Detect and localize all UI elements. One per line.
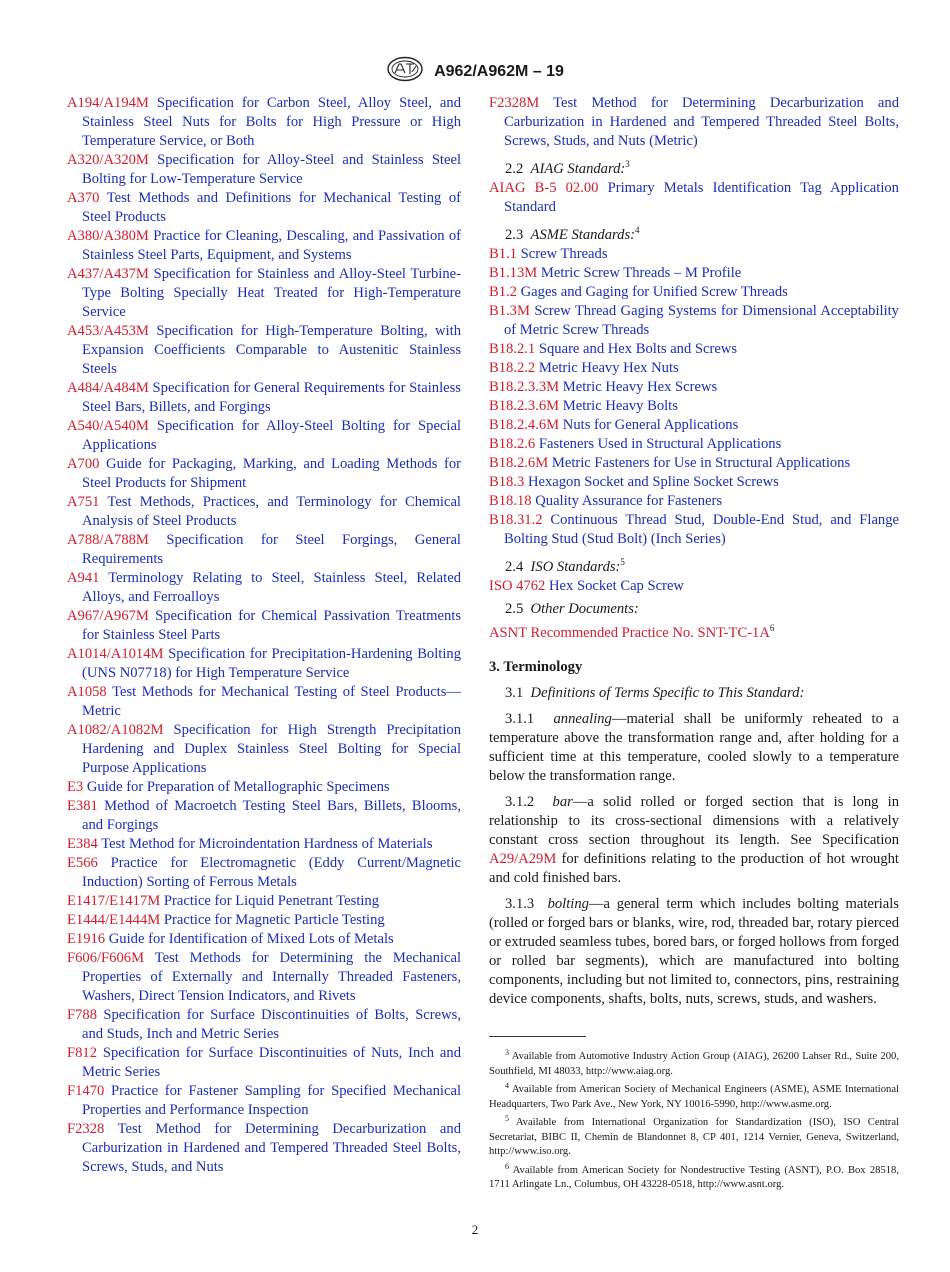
reference-title[interactable]: Hexagon Socket and Spline Socket Screws xyxy=(527,474,779,490)
reference-title[interactable]: Test Method for Determining Decarburization and Carburization in Hardened and Tempered Threaded Steel Bolts, Screws, Studs, and Nuts xyxy=(82,1121,462,1175)
reference-title[interactable]: Practice for Liquid Penetrant Testing xyxy=(163,893,380,909)
reference-code[interactable]: F1470 xyxy=(67,1083,105,1099)
reference-entry[interactable] xyxy=(67,1044,461,1082)
reference-code[interactable]: F606/F606M xyxy=(67,950,145,966)
reference-entry[interactable] xyxy=(67,1006,461,1044)
reference-entry[interactable] xyxy=(67,835,461,854)
reference-code[interactable]: A700 xyxy=(67,456,100,472)
document-designation: A962/A962M – 19 xyxy=(434,62,564,80)
reference-entry[interactable] xyxy=(489,378,899,397)
reference-title[interactable]: Square and Hex Bolts and Screws xyxy=(538,341,738,357)
reference-entry[interactable] xyxy=(489,302,899,340)
footnote-text: Available from International Organization for Standardization (ISO), ISO Central Secretariat, BIBC II, Chemin de Blandonnet 8, CP 401, 1214 Vernier, Geneva, Switzerland, http://www.iso.org. xyxy=(489,1117,899,1157)
asnt-reference[interactable]: ASNT Recommended Practice No. SNT-$TC-1A^6$ xyxy=(489,623,775,641)
reference-entry[interactable] xyxy=(67,1120,461,1177)
terminology-heading: 3. Terminology xyxy=(489,659,583,675)
reference-code[interactable]: A941 xyxy=(67,570,100,586)
iso-references xyxy=(489,577,899,596)
reference-code[interactable]: B18.2.2 xyxy=(489,360,536,376)
reference-entry[interactable] xyxy=(67,645,461,683)
reference-code[interactable]: A380/A380M xyxy=(67,228,149,244)
reference-code[interactable]: E566 xyxy=(67,855,98,871)
footnote xyxy=(489,1160,899,1193)
reference-entry[interactable] xyxy=(67,721,461,778)
reference-title[interactable]: Practice for Electromagnetic (Eddy Current/Magnetic Induction) Sorting of Ferrous Metals xyxy=(82,855,461,890)
asme-references xyxy=(489,245,899,549)
footnote-number: 3 xyxy=(505,1048,509,1057)
reference-code[interactable]: B18.3 xyxy=(489,474,525,490)
reference-code[interactable]: A751 xyxy=(67,494,100,510)
reference-title[interactable]: Metric Heavy Hex Nuts xyxy=(538,360,679,376)
reference-code[interactable]: B1.2 xyxy=(489,284,517,300)
reference-code[interactable]: B18.2.4.6M xyxy=(489,417,560,433)
reference-entry[interactable] xyxy=(67,493,461,531)
reference-code[interactable]: AIAG B-5 02.00 xyxy=(489,180,599,196)
reference-title[interactable]: Specification for Steel Forgings, General Requirements xyxy=(82,532,461,567)
reference-title[interactable]: Specification for Alloy-Steel and Stainless Steel Bolting for Low-Temperature Service xyxy=(82,152,461,187)
reference-entry[interactable] xyxy=(67,265,461,322)
footnote-text: Available from American Society of Mechanical Engineers (ASME), ASME International Headquarters, Two Park Ave., New York, NY 10016-5990, http://www.asme.org. xyxy=(489,1084,899,1110)
reference-code[interactable]: E1916 xyxy=(67,931,106,947)
reference-title[interactable]: Test Method for Microindentation Hardness of Materials xyxy=(101,836,433,852)
reference-title[interactable]: Metric Heavy Hex Screws xyxy=(562,379,718,395)
reference-title[interactable]: Guide for Packaging, Marking, and Loading Methods for Steel Products for Shipment xyxy=(82,456,461,491)
asme-heading: 2.3 ASME Standards:$^4$ xyxy=(505,225,640,243)
reference-entry[interactable] xyxy=(489,435,899,454)
reference-title[interactable]: Guide for Preparation of Metallographic Specimens xyxy=(86,779,390,795)
reference-title[interactable]: Specification for General Requirements for Stainless Steel Bars, Billets, and Forgings xyxy=(82,380,461,415)
footnote-divider xyxy=(489,1036,586,1037)
definition-bar: 3.1.2 bar—a solid rolled or forged section that is long in relationship to its cross-sectional dimensions with a relatively constant cross section throughout its length. See Specification A29/A29M for definitions relating to the production of hot wrought and cold finished bars. xyxy=(489,794,899,886)
reference-code[interactable]: F788 xyxy=(67,1007,98,1023)
reference-title[interactable]: Test Methods, Practices, and Terminology for Chemical Analysis of Steel Products xyxy=(82,494,461,529)
reference-entry[interactable] xyxy=(67,531,461,569)
reference-title[interactable]: Test Methods and Definitions for Mechanical Testing of Steel Products xyxy=(82,190,461,225)
reference-title[interactable]: Guide for Identification of Mixed Lots of Metals xyxy=(108,931,394,947)
reference-code[interactable]: E1417/E1417M xyxy=(67,893,161,909)
reference-entry[interactable] xyxy=(67,94,461,151)
reference-entry[interactable] xyxy=(67,569,461,607)
reference-entry[interactable] xyxy=(67,892,461,911)
reference-code[interactable]: B18.2.1 xyxy=(489,341,536,357)
reference-title[interactable]: Screw Threads xyxy=(520,246,608,262)
other-documents-heading: 2.5 Other Documents: xyxy=(505,601,639,617)
reference-code[interactable]: A370 xyxy=(67,190,100,206)
reference-code[interactable]: A453/A453M xyxy=(67,323,149,339)
reference-code[interactable]: B1.3M xyxy=(489,303,530,319)
reference-entry[interactable] xyxy=(489,577,899,596)
reference-code[interactable]: A967/A967M xyxy=(67,608,149,624)
reference-title[interactable]: Fasteners Used in Structural Applications xyxy=(538,436,782,452)
reference-entry[interactable] xyxy=(489,416,899,435)
reference-code[interactable]: ISO 4762 xyxy=(489,578,546,594)
astm-logo-icon xyxy=(386,56,424,87)
reference-entry[interactable] xyxy=(67,930,461,949)
reference-title[interactable]: Test Methods for Determining the Mechanical Properties of Externally and Internally Threaded Fasteners, Washers, Direct Tension Indicators, and Rivets xyxy=(82,950,461,1004)
reference-code[interactable]: A484/A484M xyxy=(67,380,149,396)
definition-3-1: 3.1 Definitions of Terms Specific to This Standard: xyxy=(505,685,805,701)
reference-entry[interactable] xyxy=(489,264,899,283)
reference-title[interactable]: Hex Socket Cap Screw xyxy=(549,578,684,594)
reference-entry[interactable] xyxy=(489,94,899,151)
reference-code[interactable]: B18.2.3.6M xyxy=(489,398,560,414)
reference-title[interactable]: Primary Metals Identification Tag Application Standard xyxy=(504,180,899,215)
reference-code[interactable]: A320/A320M xyxy=(67,152,149,168)
reference-title[interactable]: Specification for Alloy-Steel Bolting for Special Applications xyxy=(82,418,461,453)
footnote xyxy=(489,1046,899,1079)
right-column xyxy=(489,94,899,1016)
reference-entry[interactable] xyxy=(489,359,899,378)
reference-title[interactable]: Nuts for General Applications xyxy=(562,417,739,433)
reference-title[interactable]: Metric Screw Threads – M Profile xyxy=(540,265,742,281)
reference-title[interactable]: Method of Macroetch Testing Steel Bars, Billets, Blooms, and Forgings xyxy=(82,798,461,833)
reference-title[interactable]: Specification for Stainless and Alloy-Steel Turbine-Type Bolting Specially Heat Treated for High-Temperature Service xyxy=(82,266,461,320)
reference-entry[interactable] xyxy=(489,340,899,359)
reference-title[interactable]: Gages and Gaging for Unified Screw Threads xyxy=(520,284,788,300)
reference-code[interactable]: A540/A540M xyxy=(67,418,149,434)
footnote xyxy=(489,1112,899,1160)
reference-title[interactable]: Metric Fasteners for Use in Structural Applications xyxy=(551,455,851,471)
footnote-text: Available from Automotive Industry Action Group (AIAG), 26200 Lahser Rd., Suite 200, Southfield, MI 48033, http://www.aiag.org. xyxy=(489,1051,899,1077)
footnote-number: 6 xyxy=(505,1161,509,1171)
reference-code[interactable]: A1082/A1082M xyxy=(67,722,164,738)
reference-code[interactable]: B18.2.3.3M xyxy=(489,379,560,395)
reference-code[interactable]: B18.2.6 xyxy=(489,436,536,452)
reference-code[interactable]: A437/A437M xyxy=(67,266,149,282)
definition-annealing: 3.1.1 annealing—material shall be uniformly reheated to a temperature above the transformation range and, after holding for a sufficient time at this temperature, cooled slowly to a temperature below the transformation range. xyxy=(489,711,900,784)
reference-code[interactable]: B1.1 xyxy=(489,246,517,262)
reference-code[interactable]: E384 xyxy=(67,836,98,852)
spec-link-a29[interactable]: A29/A29M xyxy=(489,851,557,867)
reference-code[interactable]: B18.18 xyxy=(489,493,532,509)
reference-entry[interactable] xyxy=(67,1082,461,1120)
reference-code[interactable]: F2328M xyxy=(489,95,540,111)
reference-entry[interactable] xyxy=(67,151,461,189)
reference-code[interactable]: E1444/E1444M xyxy=(67,912,161,928)
reference-code[interactable]: F2328 xyxy=(67,1121,105,1137)
reference-entry[interactable] xyxy=(489,283,899,302)
reference-title[interactable]: Practice for Cleaning, Descaling, and Passivation of Stainless Steel Parts, Equipment, and Systems xyxy=(82,228,461,263)
reference-title[interactable]: Test Method for Determining Decarburization and Carburization in Hardened and Tempered Threaded Steel Bolts, Screws, Studs, and Nuts (Metric) xyxy=(504,95,899,149)
footnote-number: 4 xyxy=(505,1081,509,1090)
reference-entry[interactable] xyxy=(67,189,461,227)
reference-title[interactable]: Practice for Fastener Sampling for Specified Mechanical Properties and Performance Inspection xyxy=(82,1083,461,1118)
reference-entry[interactable] xyxy=(67,455,461,493)
reference-entry[interactable] xyxy=(67,322,461,379)
footnote xyxy=(489,1079,899,1112)
reference-entry[interactable] xyxy=(67,417,461,455)
reference-title[interactable]: Metric Heavy Bolts xyxy=(562,398,678,414)
reference-title[interactable]: Specification for High-Temperature Bolting, with Expansion Coefficients Comparable to Austenitic Stainless Steels xyxy=(82,323,461,377)
reference-title[interactable]: Specification for Chemical Passivation Treatments for Stainless Steel Parts xyxy=(82,608,461,643)
reference-entry[interactable] xyxy=(489,397,899,416)
reference-code[interactable]: A194/A194M xyxy=(67,95,149,111)
reference-code[interactable]: B18.2.6M xyxy=(489,455,549,471)
reference-entry[interactable] xyxy=(67,797,461,835)
left-reference-column xyxy=(67,94,461,1177)
reference-title[interactable]: Continuous Thread Stud, Double-End Stud, and Flange Bolting Stud (Stud Bolt) (Inch Series) xyxy=(504,512,899,547)
reference-entry[interactable] xyxy=(489,454,899,473)
reference-code[interactable]: F812 xyxy=(67,1045,98,1061)
page-number: 2 xyxy=(471,1222,479,1237)
reference-title[interactable]: Practice for Magnetic Particle Testing xyxy=(163,912,385,928)
reference-title[interactable]: Specification for Surface Discontinuities of Nuts, Inch and Metric Series xyxy=(82,1045,461,1080)
reference-title[interactable]: Specification for Carbon Steel, Alloy Steel, and Stainless Steel Nuts for Bolts for High Pressure or High Temperature Service, or Both xyxy=(82,95,461,149)
astm-references-continued xyxy=(489,94,899,151)
reference-code[interactable]: A788/A788M xyxy=(67,532,149,548)
reference-entry[interactable] xyxy=(67,854,461,892)
reference-title[interactable]: Screw Thread Gaging Systems for Dimensional Acceptability of Metric Screw Threads xyxy=(504,303,899,338)
reference-entry[interactable] xyxy=(489,245,899,264)
reference-entry[interactable] xyxy=(67,949,461,1006)
definition-bolting: 3.1.3 bolting—a general term which includes bolting materials (rolled or forged bars or blanks, wire, rod, threaded bar, rotary pierced or extruded seamless tubes, bored bars, or forged hollows from forged or rolled bar segments), which are manufactured into bolting components, including but not limited to, connectors, pins, restraining device components, shafts, bolts, nuts, screws, studs, and washers. xyxy=(489,896,899,1007)
page-header xyxy=(0,56,950,87)
footnote-text: Available from American Society for Nondestructive Testing (ASNT), P.O. Box 28518, 1711 Arlingate Ln., Columbus, OH 43228-0518, http://www.asnt.org. xyxy=(489,1164,899,1190)
reference-entry[interactable] xyxy=(67,607,461,645)
reference-entry[interactable] xyxy=(489,511,899,549)
iso-heading: 2.4 ISO Standards:$^5$ xyxy=(505,557,625,575)
reference-code[interactable]: B18.31.2 xyxy=(489,512,543,528)
reference-code[interactable]: E381 xyxy=(67,798,98,814)
reference-entry[interactable] xyxy=(67,683,461,721)
aiag-heading: 2.2 AIAG Standard:$^3$ xyxy=(505,159,630,177)
reference-code[interactable]: A1058 xyxy=(67,684,107,700)
reference-title[interactable]: Specification for High Strength Precipitation Hardening and Duplex Stainless Steel Bolting for Special Purpose Applications xyxy=(82,722,461,776)
footnote-number: 5 xyxy=(505,1114,509,1123)
aiag-references xyxy=(489,179,899,217)
reference-entry[interactable] xyxy=(489,473,899,492)
footnotes xyxy=(489,1046,899,1193)
reference-title[interactable]: Specification for Surface Discontinuities of Bolts, Screws, and Studs, Inch and Metric Series xyxy=(82,1007,461,1042)
reference-title[interactable]: Test Methods for Mechanical Testing of Steel Products—Metric xyxy=(82,684,462,719)
reference-title[interactable]: Terminology Relating to Steel, Stainless Steel, Related Alloys, and Ferroalloys xyxy=(82,570,461,605)
reference-code[interactable]: A1014/A1014M xyxy=(67,646,164,662)
reference-title[interactable]: Specification for Precipitation-Hardening Bolting (UNS N07718) for High Temperature Service xyxy=(82,646,461,681)
reference-code[interactable]: E3 xyxy=(67,779,84,795)
reference-entry[interactable] xyxy=(67,911,461,930)
reference-title[interactable]: Quality Assurance for Fasteners xyxy=(535,493,723,509)
reference-entry[interactable] xyxy=(489,492,899,511)
reference-code[interactable]: B1.13M xyxy=(489,265,538,281)
reference-entry[interactable] xyxy=(489,179,899,217)
reference-entry[interactable] xyxy=(67,379,461,417)
reference-entry[interactable] xyxy=(67,778,461,797)
reference-entry[interactable] xyxy=(67,227,461,265)
